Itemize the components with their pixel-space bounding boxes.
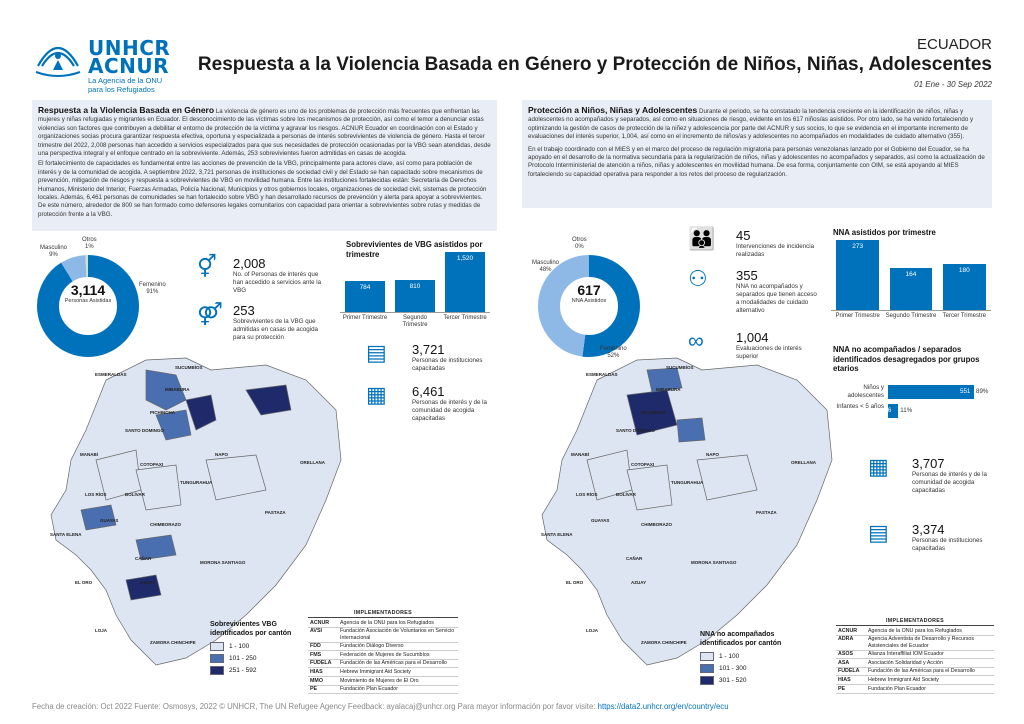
implementer-name: Fundación Diálogo Diverso [338, 642, 458, 651]
hbar-value: 551 [960, 388, 971, 395]
chart-bar-value: 273 [852, 243, 864, 250]
vbg-paragraph-2: El fortalecimiento de capacidades es fundamental entre las acciones de prevención de la VBG, principalmente para actores clave, así como para población de interés y de la comunidad de acogida. A septiembre 2022, 3,721 personas de instituciones de sociedad civil y del Estado se han capacitado sobre mecanismos de prevención, mitigación de riesgos y respuesta a sobrevivientes de VBG en movilidad humana. Entre las instituciones fortalecidas están: Secretaría de Derechos Humanos, Ministerio del Interior, Fuerzas Armadas, Policía Nacional, Municipios y otros gobiernos locales, organizaciones de sociedad civil, sistemas de protección locales. Además, 6,461 personas de comunidades se han fortalecido sobre VBG y han desarrollado recursos de prevención y alerta para apoyar a sobrevivientes. De este número, alrededor de 800 se han formado como defensores legales comunitarios con capacidad para orientar a sobrevivientes sobre rutas y medidas de protección frente a la VBG. [38, 160, 487, 218]
vbg-donut-center [60, 282, 116, 305]
implementer-name: Hebrew Immigrant Aid Society [338, 668, 458, 677]
implementer-row [836, 676, 994, 685]
map-province-label: LOS RÍOS [85, 492, 107, 497]
nna-donut-fem-label: Femenino 52% [600, 346, 627, 359]
nna-stat-best-interest: 1,004 Evaluaciones de interés superior [736, 330, 802, 360]
implementer-row [308, 627, 458, 642]
vbg-intro-text [32, 100, 497, 231]
implementer-code: ASOS [836, 650, 866, 659]
vbg-heading: Respuesta a la Violencia Basada en Género [38, 105, 215, 115]
implementer-code: ASA [836, 659, 866, 668]
map-province-label: PASTAZA [265, 510, 286, 515]
implementer-name: Movimiento de Mujeres de El Oro [338, 676, 458, 685]
implementer-row [308, 676, 458, 685]
implementer-row [836, 667, 994, 676]
vbg-stat-community: 6,461 Personas de interés y de la comunidad de acogida capacitadas [412, 384, 487, 422]
implementer-code: ACNUR [836, 627, 866, 635]
map-province-label: ESMERALDAS [586, 372, 618, 377]
logo-name-unhcr: UNHCR [88, 36, 171, 60]
nna-stat-institutions: 3,374 Personas de instituciones capacitadas [912, 522, 983, 552]
chart-category-label: Segundo Trimestre [885, 313, 937, 319]
unhcr-emblem-icon [32, 36, 84, 80]
report-period: 01 Ene - 30 Sep 2022 [914, 80, 992, 89]
map-province-label: IMBABURA [656, 387, 681, 392]
donut-slice-femenino [48, 266, 128, 346]
map-province-label: SANTO DOMINGO [616, 428, 655, 433]
nna-chart-title: NNA asistidos por trimestre [833, 228, 936, 237]
chart-category-label: Segundo Trimestre [402, 315, 428, 328]
nna-paragraph-2: En el trabajo coordinado con el MIES y en el marco del proceso de regulación migratoria para personas venezolanas lanzado por el Gobierno del Ecuador, se ha apoyado en el desarrollo de la normativa secundaria para la regularización de niños, niñas y adolescentes no acompañados y separados, así como la actualización de Protocolo Interministerial de atención a niños, niñas y adolescentes en movilidad humana. De esa forma, conjuntamente con OIM, se está apoyando al MIES fortaleciendo su capacidad operativa para responder a los retos del proceso de regularización. [528, 145, 985, 178]
implementer-code: FDD [308, 642, 338, 651]
implementer-code: MMO [308, 676, 338, 685]
map-province-label: TUNGURAHUA [671, 480, 704, 485]
implementer-name: Fundación Plan Ecuador [338, 685, 458, 694]
map-province-label: IMBABURA [165, 387, 190, 392]
nna-donut-otros-label: Otros 0% [572, 237, 587, 250]
implementers-table-right: IMPLEMENTADORES ACNUR Agencia de la ONU para los Refugiados ADRA Agencia Adventista de Desarrollo y Recursos Asistenciales del Ecuador ASOS Alianza Interaffiliat IOM Ecuador ASA Asociación Solidaridad y Acción FUDELA Fundación de las Américas para el Desarrollo HIAS Hebrew Immigrant Aid Society PE Fundación Plan Ecuador [836, 618, 994, 694]
nna-total: 617 [577, 282, 601, 298]
chart-bar-value: 164 [905, 270, 917, 278]
logo-subtitle: La Agencia de la ONU para los Refugiados [88, 76, 163, 94]
map-province-label: SANTO DOMINGO [125, 428, 164, 433]
map-province-label: LOJA [95, 628, 108, 633]
vbg-donut-otros-label: Otros 1% [82, 237, 97, 250]
implementer-code: FMS [308, 651, 338, 660]
chart-category-label: Primer Trimestre [835, 313, 880, 319]
implementer-code: PE [836, 684, 866, 693]
nna-stat-alt-care: 355 NNA no acompañados y separados que tienen acceso a modalidades de cuidado alternativo [736, 268, 817, 314]
training-board-icon: ▤ [868, 520, 889, 545]
implementer-row [836, 627, 994, 635]
implementer-name: Hebrew Immigrant Aid Society [866, 676, 994, 685]
vbg-stat-services: 2,008 No. of Personas de interés que han accedido a servicios ante la VBG [233, 256, 322, 294]
nna-intro-text [522, 100, 992, 208]
map-province-label: CAÑAR [135, 556, 152, 561]
map-province-label: BOLÍVAR [125, 492, 145, 497]
implementer-name: Federación de Mujeres de Sucumbíos [338, 651, 458, 660]
implementer-row [308, 685, 458, 694]
map-province-label: PICHINCHA [641, 410, 667, 415]
map-province-label: SANTA ELENA [541, 532, 573, 537]
implementer-row [836, 650, 994, 659]
hbar-percent: 89% [976, 388, 989, 395]
family-icon: 👪 [688, 226, 716, 251]
training-board-icon: ▤ [366, 340, 387, 365]
nna-ecuador-map [527, 340, 867, 675]
chart-axis [831, 310, 991, 311]
map-province-label: LOS RÍOS [576, 492, 598, 497]
implementer-row [308, 659, 458, 668]
nna-heading: Protección a Niños, Niñas y Adolescentes [528, 105, 698, 115]
map-province-label: NAPO [706, 452, 720, 457]
map-province-label: NAPO [215, 452, 229, 457]
map-province-label: GUAYAS [591, 518, 610, 523]
map-province-label: AZUAY [631, 580, 647, 585]
header [0, 0, 1024, 96]
hbar-percent: 11% [900, 407, 913, 414]
map-province-label: ZAMORA CHINCHIPE [150, 640, 196, 645]
vbg-map-legend: Sobrevivientes VBG identificados por cantón 1 - 100 101 - 250 251 - 592 [210, 621, 292, 674]
vbg-total-caption: Personas Asistidas [64, 298, 112, 304]
hbar-category-label: Niños y adolescentes [847, 384, 884, 399]
map-province-label: SUCUMBÍOS [175, 365, 203, 370]
implementer-name: Asociación Solidaridad y Acción [866, 659, 994, 668]
community-training-icon: ▦ [366, 382, 387, 407]
implementer-code: FUDELA [836, 667, 866, 676]
implementer-name: Fundación Asociación de Voluntarios en Servicio Internacional [338, 627, 458, 642]
vbg-chart-title: Sobrevivientes de VBG asistidos por trimestre [346, 240, 483, 259]
shelter-hands-icon: ⚤ [197, 301, 223, 326]
map-province-label: PASTAZA [756, 510, 777, 515]
implementer-code: ADRA [836, 635, 866, 650]
implementer-row [308, 668, 458, 677]
vbg-stat-institutions: 3,721 Personas de instituciones capacitadas [412, 342, 483, 372]
implementer-row [308, 651, 458, 660]
page-title: Respuesta a la Violencia Basada en Género y Protección de Niños, Niñas, Adolescentes [197, 54, 992, 75]
map-province-label: MANABÍ [80, 452, 98, 457]
implementer-row [836, 659, 994, 668]
map-province-label: EL ORO [566, 580, 584, 585]
map-province-label: MORONA SANTIAGO [691, 560, 737, 565]
chart-bar-value: 180 [958, 266, 970, 274]
nna-map-legend: NNA no acompañados identificados por cantón 1 - 100 101 - 300 301 - 520 [700, 631, 782, 684]
implementer-code: ACNUR [308, 619, 338, 627]
map-province-label: PICHINCHA [150, 410, 176, 415]
map-province-label: COTOPAXI [140, 462, 164, 467]
implementer-name: Agencia Adventista de Desarrollo y Recursos Asistenciales del Ecuador [866, 635, 994, 650]
implementer-name: Fundación de las Américas para el Desarrollo [338, 659, 458, 668]
vbg-donut-masc-label: Masculino 9% [40, 245, 68, 258]
map-province-label: ORELLANA [791, 460, 816, 465]
map-province-label: SUCUMBÍOS [666, 365, 694, 370]
map-province-label: BOLÍVAR [616, 492, 636, 497]
map-province-label: LOJA [586, 628, 599, 633]
implementers-table-left: IMPLEMENTADORES ACNUR Agencia de la ONU para los Refugiados AVSI Fundación Asociación de Voluntarios en Servicio Internacional FDD Fundación Diálogo Diverso FMS Federación de Mujeres de Sucumbíos FUDELA Fundación de las Américas para el Desarrollo HIAS Hebrew Immigrant Aid Society MMO Movimiento de Mujeres de El Oro PE Fundación Plan Ecuador [308, 610, 458, 694]
chart-category-label: Tercer Trimestre [942, 313, 986, 319]
implementer-code: HIAS [308, 668, 338, 677]
chart-axis [340, 312, 490, 313]
footer [32, 702, 729, 711]
implementer-row [308, 642, 458, 651]
hbar-category-label: Infantes < 5 años [836, 403, 884, 410]
footer-link[interactable]: https://data2.unhcr.org/en/country/ecu [597, 702, 729, 711]
nna-age-chart-title: NNA no acompañados / separados identificados desagregados por grupos etarios [833, 345, 980, 373]
community-training-icon: ▦ [868, 454, 889, 479]
footer-text: Fecha de creación: Oct 2022 Fuente: Osmosys, 2022 © UNHCR, The UN Refugee Agency Feedback: ayalacaj@unhcr.org Para mayor información por favor visite: [32, 702, 596, 711]
implementer-row [308, 619, 458, 627]
map-province-label: CHIMBORAZO [150, 522, 181, 527]
map-province-label: CAÑAR [626, 556, 643, 561]
implementer-code: FUDELA [308, 659, 338, 668]
country-label: ECUADOR [916, 36, 992, 53]
vbg-paragraph-1: La violencia de género es uno de los problemas de protección más frecuentes que enfrentan las mujeres y niñas refugiadas y migrantes en Ecuador. El desconocimiento de las víctimas sobre los mecanismos de protección, así como el temor a denunciar estas violencias son factores que contribuyen a debilitar el entorno de protección de la víctima y agravar los riesgos. ACNUR Ecuador en coordinación con el Estado y organizaciones socias procura garantizar respuesta efectiva, oportuna y especializada a personas de interés sobrevivientes de violencia de género. Hasta el tercer trimestre del 2022, 2,008 personas han accedido a servicios especializados para que sus necesidades de protección ocasionadas por la VBG sean atendidas, desde una perspectiva integral y el enfoque centrado en la sobreviviente. Además, 253 sobrevivientes fueron admitidas en casas de acogida. [38, 108, 491, 158]
chart-bar-value: 1,520 [456, 255, 474, 262]
implementer-name: Alianza Interaffiliat IOM Ecuador [866, 650, 994, 659]
implementer-name: Agencia de la ONU para los Refugiados [866, 627, 994, 635]
map-province-label: COTOPAXI [631, 462, 655, 467]
map-province-label: ESMERALDAS [95, 372, 127, 377]
logo-name-acnur: ACNUR [88, 54, 170, 78]
chart-category-label: Primer Trimestre [342, 315, 388, 321]
map-province-label: EL ORO [75, 580, 93, 585]
map-province-label: MORONA SANTIAGO [200, 560, 246, 565]
nna-stat-community: 3,707 Personas de interés y de la comunidad de acogida capacitadas [912, 456, 987, 494]
map-province-label: GUAYAS [100, 518, 119, 523]
chart-category-label: Tercer Trimestre [443, 315, 487, 321]
map-province-label: TUNGURAHUA [180, 480, 213, 485]
implementer-code: PE [308, 685, 338, 694]
vbg-donut-fem-label: Femenino 91% [139, 282, 166, 295]
map-province-label: SANTA ELENA [50, 532, 82, 537]
implementer-code: AVSI [308, 627, 338, 642]
unhcr-logo [32, 36, 172, 92]
implementer-name: Fundación de las Américas para el Desarrollo [866, 667, 994, 676]
map-province-label: ORELLANA [300, 460, 325, 465]
implementer-row [836, 684, 994, 693]
chart-bar [836, 240, 879, 310]
map-province-label: ZAMORA CHINCHIPE [641, 640, 687, 645]
implementer-name: Fundación Plan Ecuador [866, 684, 994, 693]
glasses-icon: ∞ [688, 328, 704, 353]
implementer-code: HIAS [836, 676, 866, 685]
chart-bar-value: 784 [359, 284, 371, 292]
nna-total-caption: NNA Asistidos [571, 298, 607, 304]
map-province-label: CHIMBORAZO [641, 522, 672, 527]
implementer-row [836, 635, 994, 650]
nna-donut-center [561, 282, 617, 305]
vbg-stat-shelter: 253 Sobrevivientes de la VBG que admitidas en casas de acogida para su protección [233, 303, 318, 341]
implementer-name: Agencia de la ONU para los Refugiados [338, 619, 458, 627]
nna-stat-incidence: 45 Intervenciones de incidencia realizadas [736, 228, 815, 258]
vbg-total: 3,114 [70, 282, 106, 298]
nna-paragraph-1: Durante el periodo, se ha constatado la tendencia creciente en la identificación de niños, niñas y adolescentes no acompañados y separados, así como en situaciones de riesgo, evidente en los 617 niños/as asistidos. Por otro lado, se ha venido fortaleciendo y optimizando la gestión de casos de protección de la niñez y adolescencia por parte del ACNUR y sus socios, lo que se evidencia en el importante incremento de evaluaciones del interés superior, 1,004, así como en el incremento de niños/as y adolescentes no acompañados en modalidades de cuidado alternativo (355). [528, 108, 974, 141]
caregiver-icon: ⚇ [688, 266, 708, 291]
gender-symbol-icon: ⚥ [197, 254, 217, 279]
map-province-label: AZUAY [140, 580, 156, 585]
hbar-value: 66 [884, 407, 892, 414]
map-province-label: MANABÍ [571, 452, 589, 457]
chart-bar-value: 810 [409, 283, 421, 291]
nna-donut-masc-label: Masculino 48% [532, 260, 560, 273]
